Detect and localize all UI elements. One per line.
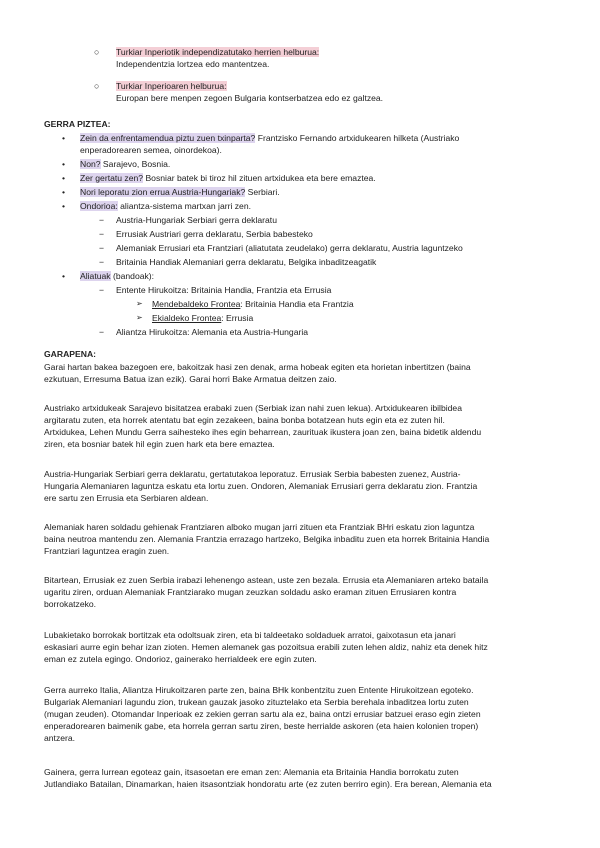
list-item [44,200,564,212]
consequence-item: − Alemaniak Errusiari eta Frantziari (aliatutata zeudelako) gerra deklaratu, Austria laguntzeko [99,243,463,253]
answer-text: Bosniar batek bi tiroz hil zituen artxidukea eta bere emaztea. [143,173,376,183]
dash-icon: − [99,285,105,295]
circle-bullet-icon: ○ [94,81,100,91]
section-heading-garapena: GARAPENA: [44,349,97,359]
list-item [44,172,564,184]
bullet-icon: • [62,187,66,197]
question-label: Non? [80,159,101,169]
list-item [44,132,564,156]
question-label: Nori leporatu zion errua Austria-Hungariak? [80,187,246,197]
objective-title: Turkiar Inperioaren helburua: [116,81,227,91]
list-item [44,270,564,282]
dash-icon: − [99,229,105,239]
answer-text: Serbiari. [245,187,280,197]
objective-item [94,46,564,70]
dash-icon: − [99,215,105,225]
answer-text: (bandoak): [110,271,155,281]
dash-icon: − [99,243,105,253]
paragraph: Lubakietako borrokak bortitzak eta odoltsuak ziren, eta bi taldeetako soldaduek arratoi, gaixotasun eta janari eskasiari aurre egin behar izan zioten. Hemen alemanek gas pozoitsua erabili zuten lehen aldiz, nahiz eta denek hitz eman ez zutela egingo. Ondorioz, gainerako herrialdeek ere egin zuten. [44,630,488,664]
circle-bullet-icon: ○ [94,47,100,57]
list-item [44,158,564,170]
objective-item [94,80,564,104]
paragraph: Alemaniak haren soldadu gehienak Frantziaren alboko mugan jarri zituen eta Frantziak BHri eskatu zion laguntza baina neutroa mantendu zen. Alemania Frantzia errazago hartzeko, Belgika inbaditu zuen eta horrek Britainia Handia Frantziari laguntzea eragin zuen. [44,522,490,556]
front-item: ➢ Ekialdeko Frontea: Errusia [136,313,254,323]
dash-icon: − [99,257,105,267]
arrow-bullet-icon: ➢ [136,299,143,308]
paragraph: Garai hartan bakea bazegoen ere, bakoitzak hasi zen denak, arma hobeak egiten eta horietan inbertitzen (baina ezkutuan, Erresuma Batua izan ezik). Garai horri Bake Armatua deitzen zaio. [44,362,471,384]
arrow-bullet-icon: ➢ [136,313,143,322]
answer-text: aliantza-sistema martxan jarri zen. [117,201,251,211]
front-label: Ekialdeko Frontea [152,313,222,323]
section-heading-gerra-piztea: GERRA PIZTEA: [44,119,111,129]
question-label: Zer gertatu zen? [80,173,144,183]
question-label: Zein da enfrentamendua piztu zuen txinparta? [80,133,256,143]
question-label: Aliatuak [80,271,111,281]
bullet-icon: • [62,201,66,211]
objective-title: Turkiar Inperiotik independizatutako herrien helburua: [116,47,320,57]
answer-text: Frantzisko Fernando artxidukearen hilketa (Austriako [255,133,460,143]
question-label: Ondorioa: [80,201,118,211]
list-item [44,186,564,198]
paragraph: Austriako artxidukeak Sarajevo bisitatzea erabaki zuen (Serbiak izan nahi zuen lekua). Artxidukearen ibilbidea argitaratu zuten, eta horrek atentatu bat egin zezakeen, baina bonba botatzean huts egin eta ez zuten hil. Artxidukea, Lehen Mundu Gerra saihesteko ihes egin beharrean, zaurituak ikustera joan zen, baina bidetik aldendu ziren, eta bosniar batek hil egin zuen hark eta bere emaztea. [44,403,482,449]
alliance-item: − Aliantza Hirukoitza: Alemania eta Austria-Hungaria [99,327,309,337]
bullet-icon: • [62,133,66,143]
war-start-list [44,132,564,338]
front-label: Mendebaldeko Frontea [152,299,241,309]
bullet-icon: • [62,173,66,183]
paragraph: Gainera, gerra lurrean egoteaz gain, itsasoetan ere eman zen: Alemania eta Britainia Handia borrokatu zuten Jutlandiako Batailan, Dinamarkan, haien itsasontziak hondoratu arte (ez zuten berriro egin). Era berean, Alemania eta [44,767,492,789]
paragraph: Bitartean, Errusiak ez zuen Serbia irabazi lehenengo astean, uste zen bezala. Errusia eta Alemaniaren arteko bataila ugaritu ziren, orduan Alemaniak Frantziarako mugan zeuzkan soldadu asko eraman zituen Errusiaren kontra borrokatzeko. [44,575,489,609]
answer-text-continued: enperadorearen semea, oinordekoa). [80,145,222,155]
objective-text: Independentzia lortzea edo mantentzea. [116,59,270,69]
objective-text: Europan bere menpen zegoen Bulgaria kontserbatzea edo ez galtzea. [116,93,384,103]
front-item: ➢ Mendebaldeko Frontea: Britainia Handia eta Frantzia [136,299,354,309]
answer-text: Sarajevo, Bosnia. [100,159,171,169]
paragraph: Austria-Hungariak Serbiari gerra deklaratu, gertatutakoa leporatuz. Errusiak Serbia babesten zuenez, Austria- Hungaria Alemaniaren laguntza eskatu eta lortu zuen. Ondoren, Alemaniak Errusiari gerra deklaratu zion. Frantzia ere sartu zen Errusia eta Serbiaren aldean. [44,469,478,503]
bullet-icon: • [62,159,66,169]
paragraph: Gerra aurreko Italia, Aliantza Hirukoitzaren parte zen, baina BHk konbentzitu zuen Entente Hirukoitzean egoteko. Bulgariak Alemaniari lagundu zion, trukean gauzak jasoko zituztelako eta Serbia berehala inbaditzea lortu zuten (mugan zeuden). Otomandar Inperioak ez zekien gerran sartu ala ez, baina ontzi errusiar batzuei eraso egin zieten enperadorearen baimenik gabe, eta horrela gerran sartu ziren, beste herrialde askoren (eta haien kolonien tropen) antzera. [44,685,481,743]
dash-icon: − [99,327,105,337]
consequence-item: − Britainia Handiak Alemaniari gerra deklaratu, Belgika inbaditzeagatik [99,257,377,267]
consequence-item: − Austria-Hungariak Serbiari gerra deklaratu [99,215,277,225]
consequence-item: − Errusiak Austriari gerra deklaratu, Serbia babesteko [99,229,313,239]
bullet-icon: • [62,271,66,281]
alliance-item: − Entente Hirukoitza: Britainia Handia, Frantzia eta Errusia [99,285,332,295]
